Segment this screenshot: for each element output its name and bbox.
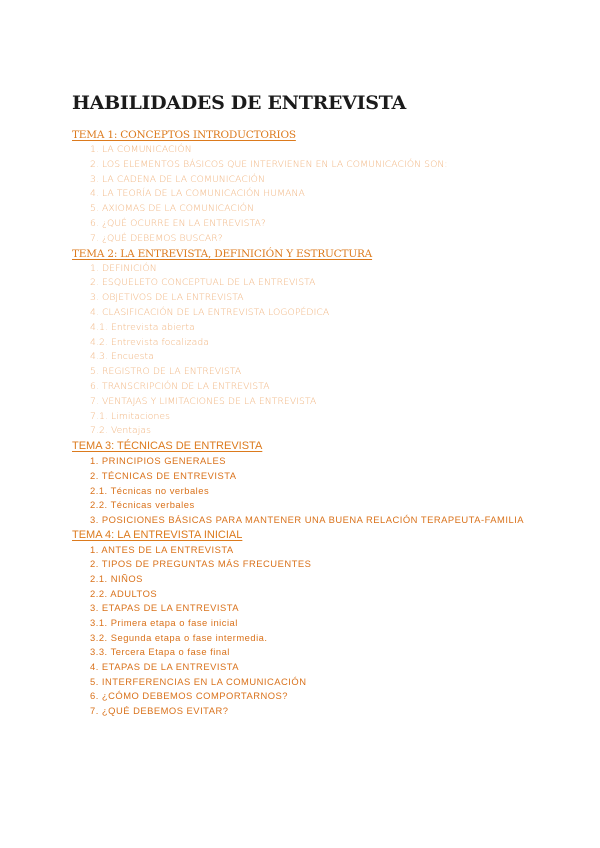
toc-item[interactable]: 7. ¿QUÉ DEBEMOS EVITAR? xyxy=(90,705,229,717)
toc-item[interactable]: 3. LA CADENA DE LA COMUNICACIÓN xyxy=(90,173,265,185)
toc-section-tema-2 xyxy=(0,247,600,440)
toc-section-tema-1 xyxy=(0,128,600,247)
toc-item[interactable]: 4. CLASIFICACIÓN DE LA ENTREVISTA LOGOPÉDICA xyxy=(90,306,330,318)
toc-item[interactable]: 2. TÉCNICAS DE ENTREVISTA xyxy=(90,469,237,481)
toc-item[interactable]: 7. ¿QUÉ DEBEMOS BUSCAR? xyxy=(90,232,223,244)
toc-heading-tema-1[interactable]: TEMA 1: CONCEPTOS INTRODUCTORIOS xyxy=(72,129,296,141)
toc-item[interactable]: 3. OBJETIVOS DE LA ENTREVISTA xyxy=(90,292,244,304)
toc-item[interactable]: 6. ¿CÓMO DEBEMOS COMPORTARNOS? xyxy=(90,690,289,702)
toc-items-tema-4 xyxy=(0,543,600,719)
toc-items-tema-3 xyxy=(0,454,600,527)
toc-item[interactable]: 2. LOS ELEMENTOS BÁSICOS QUE INTERVIENEN EN LA COMUNICACIÓN SON: xyxy=(90,158,448,170)
toc-item[interactable]: 5. INTERFERENCIAS EN LA COMUNICACIÓN xyxy=(90,675,307,687)
toc-section-tema-4 xyxy=(0,528,600,719)
toc-subitem[interactable]: 3.1. Primera etapa o fase inicial xyxy=(90,617,238,629)
toc-item[interactable]: 2. TIPOS DE PREGUNTAS MÁS FRECUENTES xyxy=(90,558,312,570)
toc-section-tema-3 xyxy=(0,439,600,527)
toc-subitem[interactable]: 7.1. Limitaciones xyxy=(90,410,171,422)
toc-item[interactable]: 3. ETAPAS DE LA ENTREVISTA xyxy=(90,602,239,614)
toc-subitem[interactable]: 4.3. Encuesta xyxy=(90,351,154,363)
toc-item[interactable]: 5. AXIOMAS DE LA COMUNICACIÓN xyxy=(90,203,255,215)
toc-item[interactable]: 6. ¿QUÉ OCURRE EN LA ENTREVISTA? xyxy=(90,217,266,229)
toc-subitem[interactable]: 2.2. Técnicas verbales xyxy=(90,499,195,511)
toc-item[interactable]: 1. LA COMUNICACIÓN xyxy=(90,144,192,155)
toc-item[interactable]: 3. POSICIONES BÁSICAS PARA MANTENER UNA BUENA RELACIÓN TERAPEUTA-FAMILIA xyxy=(90,513,525,525)
document-title: HABILIDADES DE ENTREVISTA xyxy=(72,92,406,114)
toc-item[interactable]: 1. DEFINICIÓN xyxy=(90,262,157,274)
toc-item[interactable]: 2. ESQUELETO CONCEPTUAL DE LA ENTREVISTA xyxy=(90,277,316,289)
toc-items-tema-2 xyxy=(0,262,600,440)
toc-subitem[interactable]: 4.2. Entrevista focalizada xyxy=(90,336,209,348)
toc-heading-tema-3[interactable]: TEMA 3: TÉCNICAS DE ENTREVISTA xyxy=(72,440,263,453)
toc-subitem[interactable]: 4.1. Entrevista abierta xyxy=(90,321,195,333)
toc-item[interactable]: 6. TRANSCRIPCIÓN DE LA ENTREVISTA xyxy=(90,380,270,392)
toc-subitem[interactable]: 3.3. Tercera Etapa o fase final xyxy=(90,646,230,658)
toc-item[interactable]: 4. LA TEORÍA DE LA COMUNICACIÓN HUMANA xyxy=(90,188,305,200)
toc-subitem[interactable]: 2.1. NIÑOS xyxy=(90,572,143,584)
toc-heading-tema-2[interactable]: TEMA 2: LA ENTREVISTA, DEFINICIÓN Y ESTRUCTURA xyxy=(72,247,373,260)
toc-item[interactable]: 1. PRINCIPIOS GENERALES xyxy=(90,455,227,467)
toc-subitem[interactable]: 2.1. Técnicas no verbales xyxy=(90,484,210,496)
toc-subitem[interactable]: 7.2. Ventajas xyxy=(90,425,151,437)
toc-item[interactable]: 1. ANTES DE LA ENTREVISTA xyxy=(90,543,234,555)
toc-item[interactable]: 4. ETAPAS DE LA ENTREVISTA xyxy=(90,661,239,673)
toc-item[interactable]: 5. REGISTRO DE LA ENTREVISTA xyxy=(90,366,242,378)
toc-item[interactable]: 7. VENTAJAS Y LIMITACIONES DE LA ENTREVISTA xyxy=(90,395,317,407)
toc-heading-tema-4[interactable]: TEMA 4: LA ENTREVISTA INICIAL xyxy=(72,528,243,541)
toc-items-tema-1 xyxy=(0,143,600,247)
toc-subitem[interactable]: 2.2. ADULTOS xyxy=(90,587,158,599)
toc-subitem[interactable]: 3.2. Segunda etapa o fase intermedia. xyxy=(90,631,268,643)
table-of-contents xyxy=(0,128,600,719)
